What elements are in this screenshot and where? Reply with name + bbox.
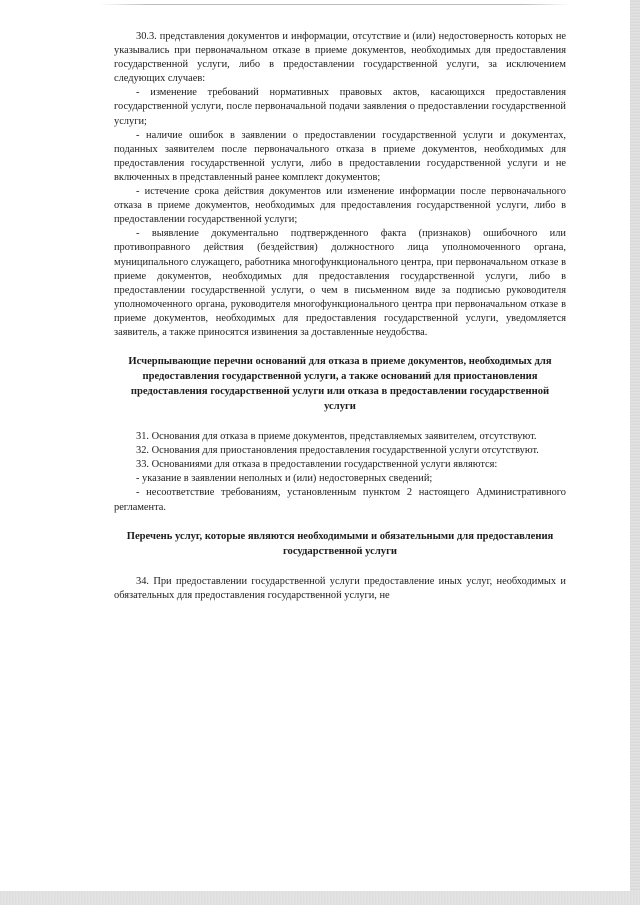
- scan-bottom-edge: [0, 891, 640, 905]
- section-33-item-1: - указание в заявлении неполных и (или) недостоверных сведений;: [136, 473, 433, 485]
- section-33-item-2: - несоответствие требованиям, установленным пунктом 2 настоящего Административного регламента.: [114, 487, 566, 513]
- section-33-intro: 33. Основаниями для отказа в предоставлении государственной услуги являются:: [136, 459, 498, 471]
- heading-required-services: Перечень услуг, которые являются необходимыми и обязательными для предоставления государственной услуги: [126, 530, 554, 557]
- section-30-3-item-3: - истечение срока действия документов или изменение информации после первоначального отказа в приеме документов, необходимых для предоставления государственной услуги, либо в предоставлении государственной услуги;: [114, 186, 566, 226]
- section-31: 31. Основания для отказа в приеме документов, представляемых заявителем, отсутствуют.: [136, 431, 537, 443]
- section-32: 32. Основания для приостановления предоставления государственной услуги отсутствуют.: [136, 445, 539, 457]
- scan-right-edge: [630, 0, 640, 905]
- document-page: [114, 30, 566, 603]
- section-30-3-item-2: - наличие ошибок в заявлении о предоставлении государственной услуги и документах, поданных заявителем после первоначального отказа в приеме документов, необходимых для предоставления государственной услуги, либо в предоставлении государственной услуги и не включенных в представленный ранее комплект документов;: [114, 129, 566, 183]
- heading-refusal-grounds: Исчерпывающие перечни оснований для отказа в приеме документов, необходимых для предоставления государственной услуги, а также оснований для приостановления предоставления государственной услуги или отказа в предоставлении государственной услуги: [128, 356, 552, 413]
- scan-top-edge: [100, 4, 570, 5]
- section-30-3-intro: 30.3. представления документов и информации, отсутствие и (или) недостоверность которых не указывались при первоначальном отказе в приеме документов, необходимых для предоставления государственной услуги, либо в предоставлении государственной услуги, за исключением следующих случаев:: [114, 31, 566, 85]
- section-30-3-item-4: - выявление документально подтвержденного факта (признаков) ошибочного или противоправного действия (бездействия) должностного лица уполномоченного органа, муниципального служащего, работника многофункционального центра, при первоначальном отказе в приеме документов, необходимых для предоставления государственной услуги, либо в предоставлении государственной услуги, о чем в письменном виде за подписью руководителя уполномоченного органа, руководителя многофункционального центра при первоначальном отказе в приеме документов, необходимых для предоставления государственной услуги, уведомляется заявитель, а также приносятся извинения за доставленные неудобства.: [114, 228, 566, 338]
- section-30-3-item-1: - изменение требований нормативных правовых актов, касающихся предоставления государственной услуги, после первоначальной подачи заявления о предоставлении государственной услуги;: [114, 87, 566, 127]
- section-34: 34. При предоставлении государственной услуги предоставление иных услуг, необходимых и обязательных для предоставления государственной услуги, не: [114, 575, 566, 601]
